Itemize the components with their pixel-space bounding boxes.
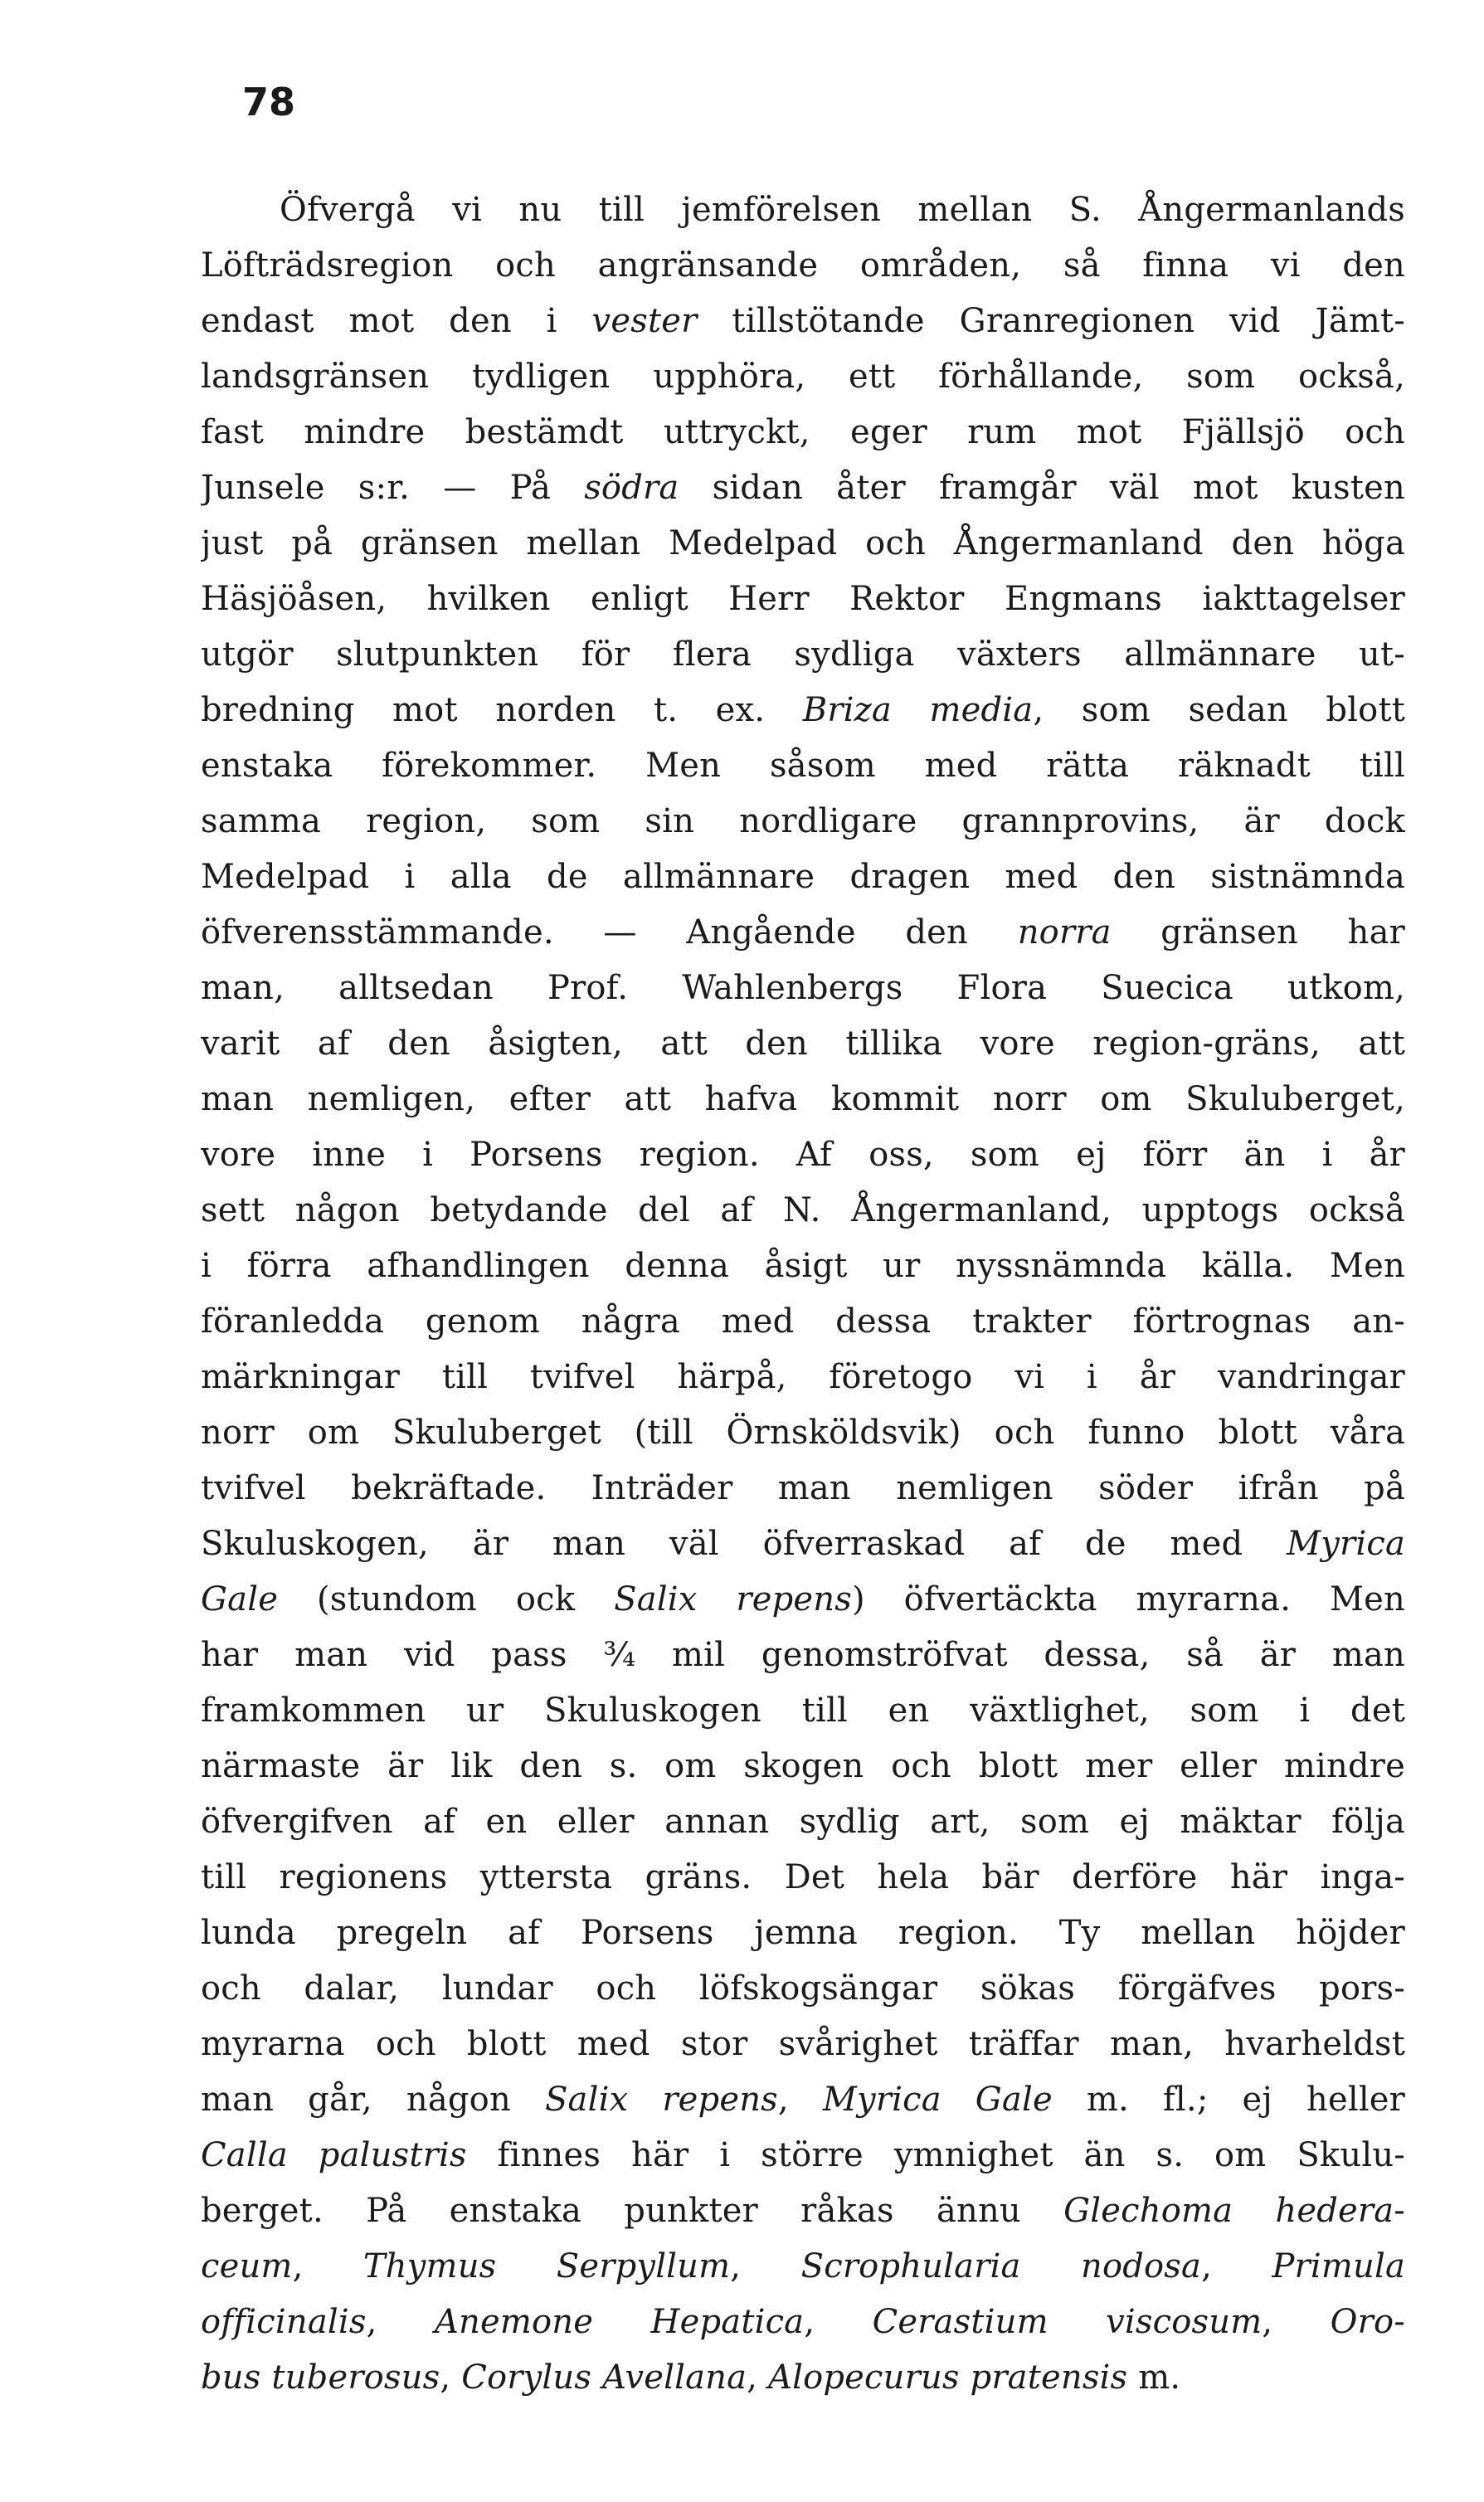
italic-text-segment: Myrica — [1287, 1525, 1405, 1563]
text-segment: tillstötande Granregionen vid Jämt- — [697, 302, 1405, 340]
italic-text-segment: Briza media — [802, 691, 1034, 729]
text-segment: vore inne i Porsens region. Af oss, som ej förr än i år — [201, 1136, 1405, 1174]
text-segment: man nemligen, efter att hafva kommit norr om Skuluberget, — [201, 1080, 1405, 1118]
text-segment: , — [440, 2358, 462, 2397]
text-line — [201, 2239, 1405, 2295]
italic-text-segment: Alopecurus pratensis — [768, 2358, 1128, 2397]
text-segment: märkningar till tvifvel härpå, företogo vi i år vandringar — [201, 1358, 1405, 1396]
text-line — [201, 1405, 1405, 1461]
text-line — [201, 1906, 1405, 1961]
italic-text-segment: officinalis — [201, 2303, 367, 2341]
italic-text-segment: Oro- — [1330, 2303, 1405, 2341]
text-segment: myrarna och blott med stor svårighet träffar man, hvarheldst — [201, 2025, 1405, 2063]
text-segment: öfverensstämmande. — Angående den — [201, 913, 1018, 952]
text-line — [201, 1239, 1405, 1294]
italic-text-segment: södra — [584, 469, 679, 507]
text-segment: Öfvergå vi nu till jemförelsen mellan S. Ångermanlands — [280, 191, 1405, 229]
text-line — [201, 349, 1405, 405]
italic-text-segment: Calla palustris — [201, 2136, 467, 2174]
italic-text-segment: norra — [1017, 913, 1112, 952]
italic-text-segment: Glechoma hedera- — [1063, 2192, 1405, 2230]
italic-text-segment: Gale — [201, 1580, 279, 1619]
text-line — [201, 1350, 1405, 1405]
text-segment: man, alltsedan Prof. Wahlenbergs Flora Suecica utkom, — [201, 969, 1405, 1007]
text-line — [201, 1016, 1405, 1072]
text-segment: finnes här i större ymnighet än s. om Skulu- — [466, 2136, 1405, 2174]
italic-text-segment: vester — [591, 302, 698, 340]
text-line — [201, 2350, 1405, 2406]
text-line — [201, 2295, 1405, 2350]
text-segment: ) öfvertäckta myrarna. Men — [851, 1580, 1405, 1619]
text-segment: Löfträdsregion och angränsande områden, så finna vi den — [201, 246, 1405, 285]
italic-text-segment: Salix repens — [614, 1580, 852, 1619]
text-segment: till regionens yttersta gräns. Det hela bär derföre här inga- — [201, 1858, 1405, 1896]
text-segment: , — [730, 2247, 801, 2285]
text-line — [201, 1794, 1405, 1850]
italic-text-segment: Cerastium viscosum — [872, 2303, 1263, 2341]
text-segment: , som sedan blott — [1033, 691, 1405, 729]
text-segment: fast mindre bestämdt uttryckt, eger rum mot Fjällsjö och — [201, 413, 1405, 451]
text-segment: man går, någon — [201, 2081, 545, 2119]
text-segment: Medelpad i alla de allmännare dragen med den sistnämnda — [201, 858, 1405, 896]
text-segment: landsgränsen tydligen upphöra, ett förhållande, som också, — [201, 358, 1405, 396]
text-segment: föranledda genom några med dessa trakter förtrognas an- — [201, 1302, 1405, 1341]
text-segment: (stundom ock — [278, 1580, 615, 1619]
text-line — [201, 1683, 1405, 1739]
text-line — [201, 1294, 1405, 1350]
text-segment: just på gränsen mellan Medelpad och Ångermanland den höga — [201, 524, 1405, 562]
text-line — [201, 849, 1405, 905]
italic-text-segment: ceum — [201, 2247, 293, 2285]
text-segment: berget. På enstaka punkter råkas ännu — [201, 2192, 1064, 2230]
text-segment: , — [366, 2303, 435, 2341]
text-line — [201, 683, 1405, 738]
text-segment: öfvergifven af en eller annan sydlig art, som ej mäktar följa — [201, 1803, 1405, 1841]
text-segment: utgör slutpunkten för flera sydliga växters allmännare ut- — [201, 635, 1405, 674]
text-segment: , — [1262, 2303, 1331, 2341]
text-segment: varit af den åsigten, att den tillika vore region-gräns, att — [201, 1025, 1405, 1063]
text-line — [201, 1961, 1405, 2017]
text-segment: , — [777, 2081, 823, 2119]
italic-text-segment: Salix repens — [544, 2081, 778, 2119]
italic-text-segment: Myrica Gale — [822, 2081, 1053, 2119]
italic-text-segment: Thymus Serpyllum — [362, 2247, 731, 2285]
text-segment: framkommen ur Skuluskogen till en växtlighet, som i det — [201, 1692, 1405, 1730]
text-line — [201, 572, 1405, 627]
text-segment: lunda pregeln af Porsens jemna region. Ty mellan höjder — [201, 1914, 1405, 1952]
text-line — [201, 1628, 1405, 1683]
text-line — [201, 516, 1405, 572]
text-line — [201, 294, 1405, 349]
text-segment: Junsele s:r. — På — [201, 469, 585, 507]
text-segment: gränsen har — [1111, 913, 1405, 952]
italic-text-segment: Anemone Hepatica — [434, 2303, 805, 2341]
text-line — [201, 905, 1405, 961]
text-segment: bredning mot norden t. ex. — [201, 691, 803, 729]
text-line — [201, 1516, 1405, 1572]
text-segment: Skuluskogen, är man väl öfverraskad af de med — [201, 1525, 1287, 1563]
text-segment: m. fl.; ej heller — [1052, 2081, 1405, 2119]
text-line — [201, 1072, 1405, 1127]
text-line — [201, 183, 1405, 238]
text-segment: i förra afhandlingen denna åsigt ur nyssnämnda källa. Men — [201, 1247, 1405, 1285]
text-segment: har man vid pass ¾ mil genomströfvat dessa, så är man — [201, 1636, 1405, 1674]
text-line — [201, 2072, 1405, 2128]
text-segment: sidan åter framgår väl mot kusten — [679, 469, 1405, 507]
page-number: 78 — [242, 80, 296, 124]
italic-text-segment: bus tuberosus — [201, 2358, 440, 2397]
text-segment: norr om Skuluberget (till Örnsköldsvik) och funno blott våra — [201, 1414, 1405, 1452]
italic-text-segment: Primula — [1272, 2247, 1405, 2285]
text-line — [201, 738, 1405, 794]
italic-text-segment: Corylus Avellana — [461, 2358, 747, 2397]
italic-text-segment: Scrophularia nodosa — [800, 2247, 1202, 2285]
text-segment: , — [1201, 2247, 1272, 2285]
text-line — [201, 2183, 1405, 2239]
text-segment: , — [292, 2247, 363, 2285]
text-line — [201, 2128, 1405, 2183]
text-line — [201, 961, 1405, 1016]
body-paragraph — [201, 183, 1405, 2406]
text-segment: enstaka förekommer. Men såsom med rätta räknadt till — [201, 747, 1405, 785]
text-line — [201, 238, 1405, 294]
text-segment: m. — [1127, 2358, 1181, 2397]
text-line — [201, 1572, 1405, 1628]
text-segment: och dalar, lundar och löfskogsängar sökas förgäfves pors- — [201, 1969, 1405, 2008]
text-line — [201, 1850, 1405, 1906]
text-line — [201, 405, 1405, 460]
text-segment: samma region, som sin nordligare grannprovins, är dock — [201, 802, 1405, 840]
text-line — [201, 1183, 1405, 1239]
text-line — [201, 460, 1405, 516]
text-line — [201, 2017, 1405, 2072]
text-line — [201, 627, 1405, 683]
text-line — [201, 1739, 1405, 1794]
text-segment: endast mot den i — [201, 302, 592, 340]
text-segment: , — [804, 2303, 873, 2341]
text-line — [201, 794, 1405, 849]
text-segment: sett någon betydande del af N. Ångermanland, upptogs också — [201, 1191, 1405, 1229]
text-segment: Häsjöåsen, hvilken enligt Herr Rektor Engmans iakttagelser — [201, 580, 1405, 618]
text-segment: närmaste är lik den s. om skogen och blott mer eller mindre — [201, 1747, 1405, 1785]
text-line — [201, 1127, 1405, 1183]
text-segment: tvifvel bekräftade. Inträder man nemligen söder ifrån på — [201, 1469, 1405, 1507]
text-line — [201, 1461, 1405, 1516]
text-segment: , — [747, 2358, 769, 2397]
